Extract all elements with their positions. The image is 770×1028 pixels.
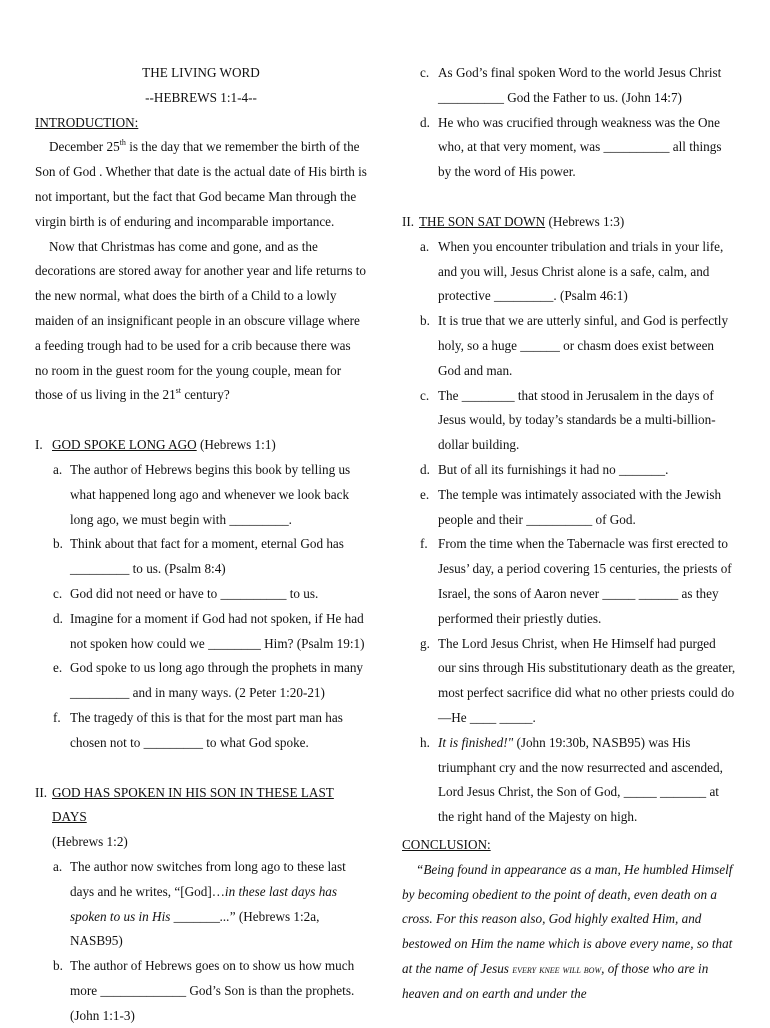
section-1-item: c. God did not need or have to __________ to us. <box>53 585 319 601</box>
section-3-item: g. The Lord Jesus Christ, when He Himself had purged our sins through His substitutionary death as the greater, most perfect sacrifice did what no other priests could do—He ____ _____. <box>420 635 736 725</box>
left-column <box>35 61 367 1028</box>
section-1-heading: I. GOD SPOKE LONG AGO (Hebrews 1:1) <box>35 437 276 453</box>
introduction-paragraph-2: Now that Christmas has come and gone, and as the decorations are stored away for another year and life returns to the new normal, what does the birth of a Child to a lowly maiden of an insignificant people in an obscure village where a feeding trough had to be used for a crib because there was no room in the guest room for the young couple, mean for those of us living in the 21st century? <box>35 238 367 403</box>
section-3-heading: II. THE SON SAT DOWN (Hebrews 1:3) <box>402 213 625 229</box>
section-1-item: b. Think about that fact for a moment, eternal God has _________ to us. (Psalm 8:4) <box>53 536 344 577</box>
section-2-item: a. The author now switches from long ago to these last days and he writes, “[God]…in these last days has spoken to us in His _______...” (Hebrews 1:2a, NASB95) <box>53 858 346 949</box>
document-title: THE LIVING WORD <box>142 65 260 80</box>
section-3-item: a. When you encounter tribulation and trials in your life, and you will, Jesus Christ alone is a safe, calm, and protective _________. (Psalm 46:1) <box>420 238 724 304</box>
section-2-item: d. He who was crucified through weakness was the One who, at that very moment, was __________ all things by the word of His power. <box>420 114 722 180</box>
section-1-item: e. God spoke to us long ago through the prophets in many _________ and in many ways. (2 Peter 1:20-21) <box>53 660 364 701</box>
section-3-item: e. The temple was intimately associated with the Jewish people and their __________ of God. <box>420 486 722 527</box>
section-3-item: h. It is finished!" (John 19:30b, NASB95) was His triumphant cry and the now resurrected and ascended, Lord Jesus Christ, the Son of God, _____ _______ at the right hand of the Majesty on high. <box>420 734 723 825</box>
introduction-paragraph-1: December 25th is the day that we remember the birth of the Son of God . Whether that date is the actual date of His birth is not important, but the fact that God became Man through the virgin birth is of enduring and incomparable importance. <box>35 138 367 229</box>
section-1-item: d. Imagine for a moment if God had not spoken, if He had not spoken how could we ________ Him? (Psalm 19:1) <box>53 610 365 651</box>
section-3-item: c. The ________ that stood in Jerusalem in the days of Jesus would, by today’s standards be a multi-billion-dollar building. <box>420 387 716 453</box>
document-subtitle: --HEBREWS 1:1-4-- <box>145 89 257 105</box>
section-2-item: c. As God’s final spoken Word to the world Jesus Christ __________ God the Father to us. (John 14:7) <box>420 65 722 105</box>
right-column <box>402 61 736 1006</box>
section-3-item: d. But of all its furnishings it had no _______. <box>420 461 669 477</box>
conclusion-quote: “Being found in appearance as a man, He humbled Himself by becoming obedient to the point of death, even death on a cross. For this reason also, God highly exalted Him, and bestowed on Him the name which is above every name, so that at the name of Jesus every knee will bow, of those who are in heaven and on earth and under the <box>402 861 733 1001</box>
section-1-item: f. The tragedy of this is that for the most part man has chosen not to _________ to what God spoke. <box>53 709 343 750</box>
conclusion-heading: CONCLUSION: <box>402 836 491 852</box>
section-2-heading: II. GOD HAS SPOKEN IN HIS SON IN THESE LAST DAYS <box>35 784 334 825</box>
section-2-reference: (Hebrews 1:2) <box>52 834 128 850</box>
introduction-heading: INTRODUCTION: <box>35 114 139 130</box>
section-3-item: f. From the time when the Tabernacle was first erected to Jesus’ day, a period covering 15 centuries, the priests of Israel, the sons of Aaron never _____ ______ as they performed their priestly duties. <box>420 536 732 626</box>
section-1-item: a. The author of Hebrews begins this book by telling us what happened long ago and whenever we look back long ago, we must begin with _________. <box>53 461 351 527</box>
section-3-item: b. It is true that we are utterly sinful, and God is perfectly holy, so a huge ______ or chasm does exist between God and man. <box>420 313 729 378</box>
section-2-item: b. The author of Hebrews goes on to show us how much more _____________ God’s Son is than the prophets. (John 1:1-3) <box>53 958 355 1023</box>
